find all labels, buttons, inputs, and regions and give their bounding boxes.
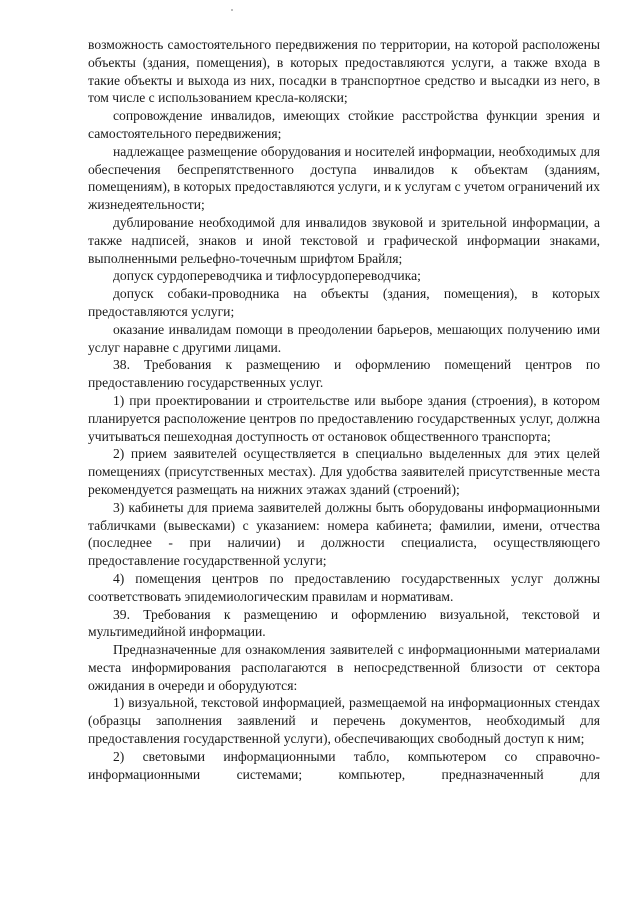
- paragraph: допуск сурдопереводчика и тифлосурдопереводчика;: [113, 268, 421, 284]
- paragraph: дублирование необходимой для инвалидов звуковой и зрительной информации, а также надписей, знаков и иной текстовой и графической информации знаками, выполненными рельефно-точечным шрифтом Брайля;: [88, 214, 600, 266]
- document-body: [88, 36, 600, 783]
- paragraph: надлежащее размещение оборудования и носителей информации, необходимых для обеспечения беспрепятственного доступа инвалидов к объектам (зданиям, помещениям), в которых предоставляются услуги, и к услугам с учетом ограничений их жизнедеятельности;: [88, 143, 600, 213]
- paragraph: 4) помещения центров по предоставлению государственных услуг должны соответствовать эпидемиологическим правилам и нормативам.: [88, 570, 600, 604]
- section-heading-38: 38. Требования к размещению и оформлению помещений центров по предоставлению государственных услуг.: [88, 357, 600, 391]
- paragraph: Предназначенные для ознакомления заявителей с информационными материалами места информирования располагаются в непосредственной близости от сектора ожидания в очереди и оборудуются:: [88, 642, 600, 693]
- paragraph: 2) световыми информационными табло, компьютером со справочно-информационными системами; компьютер, предназначенный для: [88, 748, 600, 782]
- paragraph: 1) при проектировании и строительстве или выборе здания (строения), в котором планируется расположение центров по предоставлению государственных услуг, должна учитываться пешеходная доступность от остановок общественного транспорта;: [88, 392, 600, 444]
- section-heading-39: 39. Требования к размещению и оформлению визуальной, текстовой и мультимедийной информации.: [88, 606, 600, 640]
- paragraph: допуск собаки-проводника на объекты (здания, помещения), в которых предоставляются услуги;: [88, 286, 600, 319]
- paragraph: 3) кабинеты для приема заявителей должны быть оборудованы информационными табличками (вывесками) с указанием: номера кабинета; фамилии, имени, отчества (последнее - при наличии) и должности специалиста, осуществляющего предоставление государственной услуги;: [88, 499, 600, 569]
- paragraph: сопровождение инвалидов, имеющих стойкие расстройства функции зрения и самостоятельного передвижения;: [88, 108, 600, 141]
- paragraph: 2) прием заявителей осуществляется в специально выделенных для этих целей помещениях (присутственных местах). Для удобства заявителей присутственные места рекомендуется размещать на нижних этажах зданий (строений);: [88, 446, 600, 497]
- scan-mark: [231, 9, 233, 11]
- paragraph: 1) визуальной, текстовой информацией, размещаемой на информационных стендах (образцы заполнения заявлений и перечень документов, необходимый для предоставления государственной услуги), обеспечивающих свободный доступ к ним;: [88, 695, 600, 747]
- paragraph: возможность самостоятельного передвижения по территории, на которой расположены объекты (здания, помещения), в которых предоставляются услуги, а также входа в такие объекты и выхода из них, посадки в транспортное средство и высадки из него, в том числе с использованием кресла-коляски;: [88, 37, 600, 106]
- paragraph: оказание инвалидам помощи в преодолении барьеров, мешающих получению ими услуг наравне с другими лицами.: [88, 321, 600, 355]
